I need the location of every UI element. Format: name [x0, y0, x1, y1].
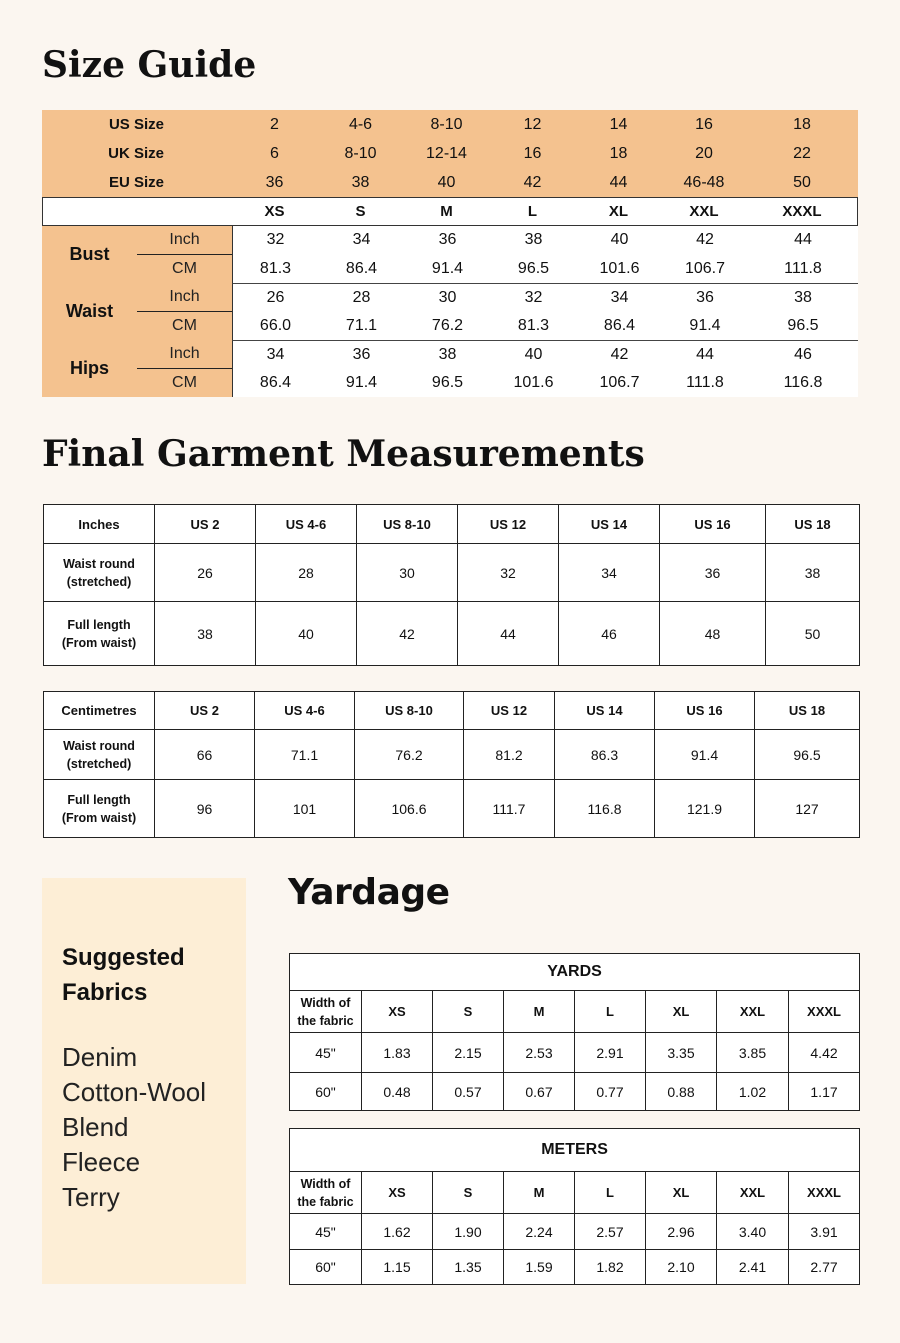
cell: 101.6	[599, 259, 640, 277]
cell: 18	[609, 144, 628, 162]
cell: 50	[793, 173, 811, 191]
cell: 2.24	[504, 1214, 575, 1250]
cell: 42	[696, 231, 714, 249]
cell: 34	[266, 346, 285, 363]
cell: 91.4	[655, 730, 755, 780]
size-header: US 2	[155, 692, 255, 730]
cell: 76.2	[355, 730, 464, 780]
cell: 96.5	[517, 259, 550, 277]
bust-measurement	[42, 226, 858, 283]
yards-table	[289, 953, 860, 1111]
yardage-title: Yardage	[288, 872, 450, 913]
cell: 0.67	[504, 1073, 575, 1111]
cell: 32	[524, 289, 543, 306]
measurement-name: Hips	[42, 340, 137, 397]
header-row	[290, 991, 860, 1033]
table-row	[290, 1033, 860, 1073]
cell: 66.0	[259, 317, 292, 334]
size-header: XXXL	[789, 1172, 860, 1214]
cell: 36	[438, 231, 457, 249]
cell: 30	[438, 289, 457, 306]
cell: 38	[794, 289, 812, 306]
cell: 3.85	[717, 1033, 789, 1073]
size-header: XXL	[717, 1172, 789, 1214]
cell: 36	[265, 173, 284, 191]
cell: 2.96	[646, 1214, 717, 1250]
cell: 66	[155, 730, 255, 780]
cell: 2.77	[789, 1250, 860, 1285]
cell: 1.59	[504, 1250, 575, 1285]
row-label: Full length (From waist)	[44, 602, 155, 666]
cell: 44	[696, 346, 714, 363]
inch-row	[233, 284, 858, 312]
cell: 1.17	[789, 1073, 860, 1111]
cell: 111.8	[686, 374, 724, 391]
size-header: S	[355, 203, 366, 220]
size-header: US 12	[464, 692, 555, 730]
cell: 86.4	[603, 317, 636, 334]
cell: 14	[609, 115, 628, 133]
cell: 1.82	[575, 1250, 646, 1285]
eu-size-row	[42, 168, 858, 197]
hips-measurement	[42, 340, 858, 397]
cell: 46	[559, 602, 660, 666]
suggested-fabrics-panel	[42, 878, 246, 1284]
size-header: US 4-6	[255, 692, 355, 730]
cell: 40	[256, 602, 357, 666]
cell: 106.6	[355, 780, 464, 838]
cell: 116.8	[555, 780, 655, 838]
size-header: XL	[608, 203, 629, 220]
cell: 111.8	[784, 259, 822, 277]
size-header: US 8-10	[357, 505, 458, 544]
row-label: Waist round (stretched)	[44, 544, 155, 602]
cell: 28	[352, 289, 371, 306]
width-value: 60"	[290, 1073, 362, 1111]
garment-measurements-title: Final Garment Measurements	[42, 433, 645, 475]
unit-label: Inch	[137, 226, 232, 255]
cell: 26	[266, 289, 285, 306]
cell: 96	[155, 780, 255, 838]
meters-table	[289, 1128, 860, 1285]
cell: 81.3	[517, 317, 550, 334]
fabrics-heading: Suggested Fabrics	[62, 944, 185, 1006]
cell: 40	[524, 346, 543, 363]
row-label: EU Size	[108, 174, 164, 191]
cell: 16	[523, 144, 542, 162]
size-header: US 14	[555, 692, 655, 730]
size-header: US 2	[155, 505, 256, 544]
cell: 4.42	[789, 1033, 860, 1073]
size-header: US 4-6	[256, 505, 357, 544]
size-header: US 16	[655, 692, 755, 730]
cell: 0.48	[362, 1073, 433, 1111]
uk-size-row	[42, 139, 858, 168]
cell: 96.5	[431, 374, 464, 391]
cell: 121.9	[655, 780, 755, 838]
header-row	[290, 1172, 860, 1214]
row-label: Full length (From waist)	[44, 780, 155, 838]
cell: 34	[610, 289, 629, 306]
cell: 106.7	[684, 259, 726, 277]
size-header: XXXL	[789, 991, 860, 1033]
table-caption: METERS	[290, 1129, 860, 1172]
cell: 36	[660, 544, 766, 602]
cell: 86.3	[555, 730, 655, 780]
cell: 44	[458, 602, 559, 666]
size-header: US 18	[755, 692, 860, 730]
cell: 26	[155, 544, 256, 602]
cell: 1.35	[433, 1250, 504, 1285]
cell: 76.2	[431, 317, 464, 334]
cell: 96.5	[755, 730, 860, 780]
unit-header: Centimetres	[44, 692, 155, 730]
cell: 8-10	[344, 144, 377, 162]
cell: 12-14	[426, 144, 467, 162]
cell: 48	[660, 602, 766, 666]
fabric-item: Denim	[62, 1042, 138, 1072]
cell: 38	[766, 544, 860, 602]
fabric-item: Blend	[62, 1112, 129, 1142]
unit-label: Inch	[137, 340, 232, 369]
size-header: M	[504, 991, 575, 1033]
cell: 40	[437, 173, 456, 191]
size-header: M	[504, 1172, 575, 1214]
size-header: XS	[362, 991, 433, 1033]
size-header: M	[440, 203, 453, 220]
cell: 1.15	[362, 1250, 433, 1285]
cell: 1.83	[362, 1033, 433, 1073]
header-row	[44, 692, 860, 730]
size-header: S	[433, 991, 504, 1033]
cell: 2.57	[575, 1214, 646, 1250]
cell: 34	[559, 544, 660, 602]
cell: 8-10	[430, 115, 463, 133]
cell: 12	[523, 115, 542, 133]
cell: 2.41	[717, 1250, 789, 1285]
size-guide-title: Size Guide	[42, 44, 257, 86]
cell: 3.91	[789, 1214, 860, 1250]
size-header: L	[527, 203, 538, 220]
cell: 46-48	[683, 173, 725, 191]
size-header: XXL	[689, 203, 719, 220]
cell: 0.88	[646, 1073, 717, 1111]
cell: 44	[609, 173, 628, 191]
size-header: US 8-10	[355, 692, 464, 730]
cell: 32	[266, 231, 285, 249]
cell: 22	[793, 144, 811, 162]
row-label: UK Size	[108, 145, 164, 162]
unit-label: CM	[172, 260, 197, 277]
cell: 16	[695, 115, 713, 133]
table-row	[44, 544, 860, 602]
size-header: L	[575, 1172, 646, 1214]
cell: 6	[270, 144, 279, 162]
width-value: 45"	[290, 1033, 362, 1073]
fabric-item: Fleece	[62, 1147, 141, 1177]
cell: 46	[794, 346, 812, 363]
cell: 1.02	[717, 1073, 789, 1111]
cell: 32	[458, 544, 559, 602]
size-header: XL	[646, 991, 717, 1033]
cell: 38	[351, 173, 370, 191]
cell: 91.4	[431, 259, 464, 277]
size-header: XXL	[717, 991, 789, 1033]
size-header: XL	[646, 1172, 717, 1214]
table-row	[44, 730, 860, 780]
cell: 42	[357, 602, 458, 666]
table-row	[44, 602, 860, 666]
cell: 111.7	[464, 780, 555, 838]
cell: 86.4	[259, 374, 292, 391]
cell: 40	[610, 231, 629, 249]
unit-label: Inch	[137, 283, 232, 312]
cell: 101	[255, 780, 355, 838]
table-row	[290, 1214, 860, 1250]
cell: 86.4	[345, 259, 378, 277]
size-header: US 16	[660, 505, 766, 544]
cell: 28	[256, 544, 357, 602]
unit-label: CM	[172, 317, 197, 334]
cell: 101.6	[513, 374, 554, 391]
width-value: 45"	[290, 1214, 362, 1250]
fabric-item: Cotton-Wool	[62, 1077, 207, 1107]
cell: 44	[794, 231, 812, 249]
width-header: Width of the fabric	[290, 1172, 362, 1214]
size-header: XXXL	[782, 203, 822, 220]
cell: 18	[793, 115, 811, 133]
cell: 34	[352, 231, 371, 249]
cell: 36	[696, 289, 714, 306]
cell: 42	[610, 346, 629, 363]
cell: 91.4	[689, 317, 721, 334]
cm-row	[233, 255, 858, 284]
cell: 71.1	[255, 730, 355, 780]
cell: 0.77	[575, 1073, 646, 1111]
row-label: US Size	[108, 116, 164, 133]
measurement-name: Bust	[42, 226, 137, 283]
size-header: XS	[362, 1172, 433, 1214]
cell: 127	[755, 780, 860, 838]
table-row	[44, 780, 860, 838]
cell: 0.57	[433, 1073, 504, 1111]
size-header: US 18	[766, 505, 860, 544]
row-label: Waist round (stretched)	[44, 730, 155, 780]
cell: 91.4	[345, 374, 378, 391]
fabric-item: Terry	[62, 1182, 120, 1212]
cell: 38	[155, 602, 256, 666]
size-header: L	[575, 991, 646, 1033]
cell: 4-6	[348, 115, 373, 133]
cell: 1.90	[433, 1214, 504, 1250]
cell: 106.7	[599, 374, 640, 391]
cell: 2	[270, 115, 279, 133]
cell: 50	[766, 602, 860, 666]
garment-inches-table	[43, 504, 860, 666]
width-header: Width of the fabric	[290, 991, 362, 1033]
table-caption: YARDS	[290, 954, 860, 991]
inch-row	[233, 226, 858, 255]
size-header: S	[433, 1172, 504, 1214]
cell: 96.5	[787, 317, 819, 334]
cell: 81.3	[259, 259, 292, 277]
caption-row	[290, 1129, 860, 1172]
cell: 36	[352, 346, 371, 363]
size-header: US 14	[559, 505, 660, 544]
caption-row	[290, 954, 860, 991]
waist-measurement	[42, 283, 858, 340]
width-value: 60"	[290, 1250, 362, 1285]
letter-size-row	[42, 197, 858, 226]
cell: 42	[523, 173, 542, 191]
size-guide-table	[42, 110, 858, 397]
cm-row	[233, 312, 858, 340]
unit-header: Inches	[44, 505, 155, 544]
garment-cm-table	[43, 691, 860, 838]
cell: 71.1	[345, 317, 378, 334]
cell: 38	[438, 346, 457, 363]
table-row	[290, 1073, 860, 1111]
unit-label: CM	[172, 374, 197, 391]
cell: 38	[524, 231, 543, 249]
header-row	[44, 505, 860, 544]
cell: 2.53	[504, 1033, 575, 1073]
table-row	[290, 1250, 860, 1285]
cell: 20	[695, 144, 713, 162]
cell: 3.35	[646, 1033, 717, 1073]
size-header: XS	[264, 203, 285, 220]
cell: 30	[357, 544, 458, 602]
cell: 2.10	[646, 1250, 717, 1285]
size-header: US 12	[458, 505, 559, 544]
measurement-name: Waist	[42, 283, 137, 340]
inch-row	[233, 341, 858, 369]
cell: 1.62	[362, 1214, 433, 1250]
cell: 2.91	[575, 1033, 646, 1073]
us-size-row	[42, 110, 858, 139]
cell: 81.2	[464, 730, 555, 780]
cell: 3.40	[717, 1214, 789, 1250]
cm-row	[233, 369, 858, 397]
cell: 2.15	[433, 1033, 504, 1073]
cell: 116.8	[783, 374, 823, 391]
